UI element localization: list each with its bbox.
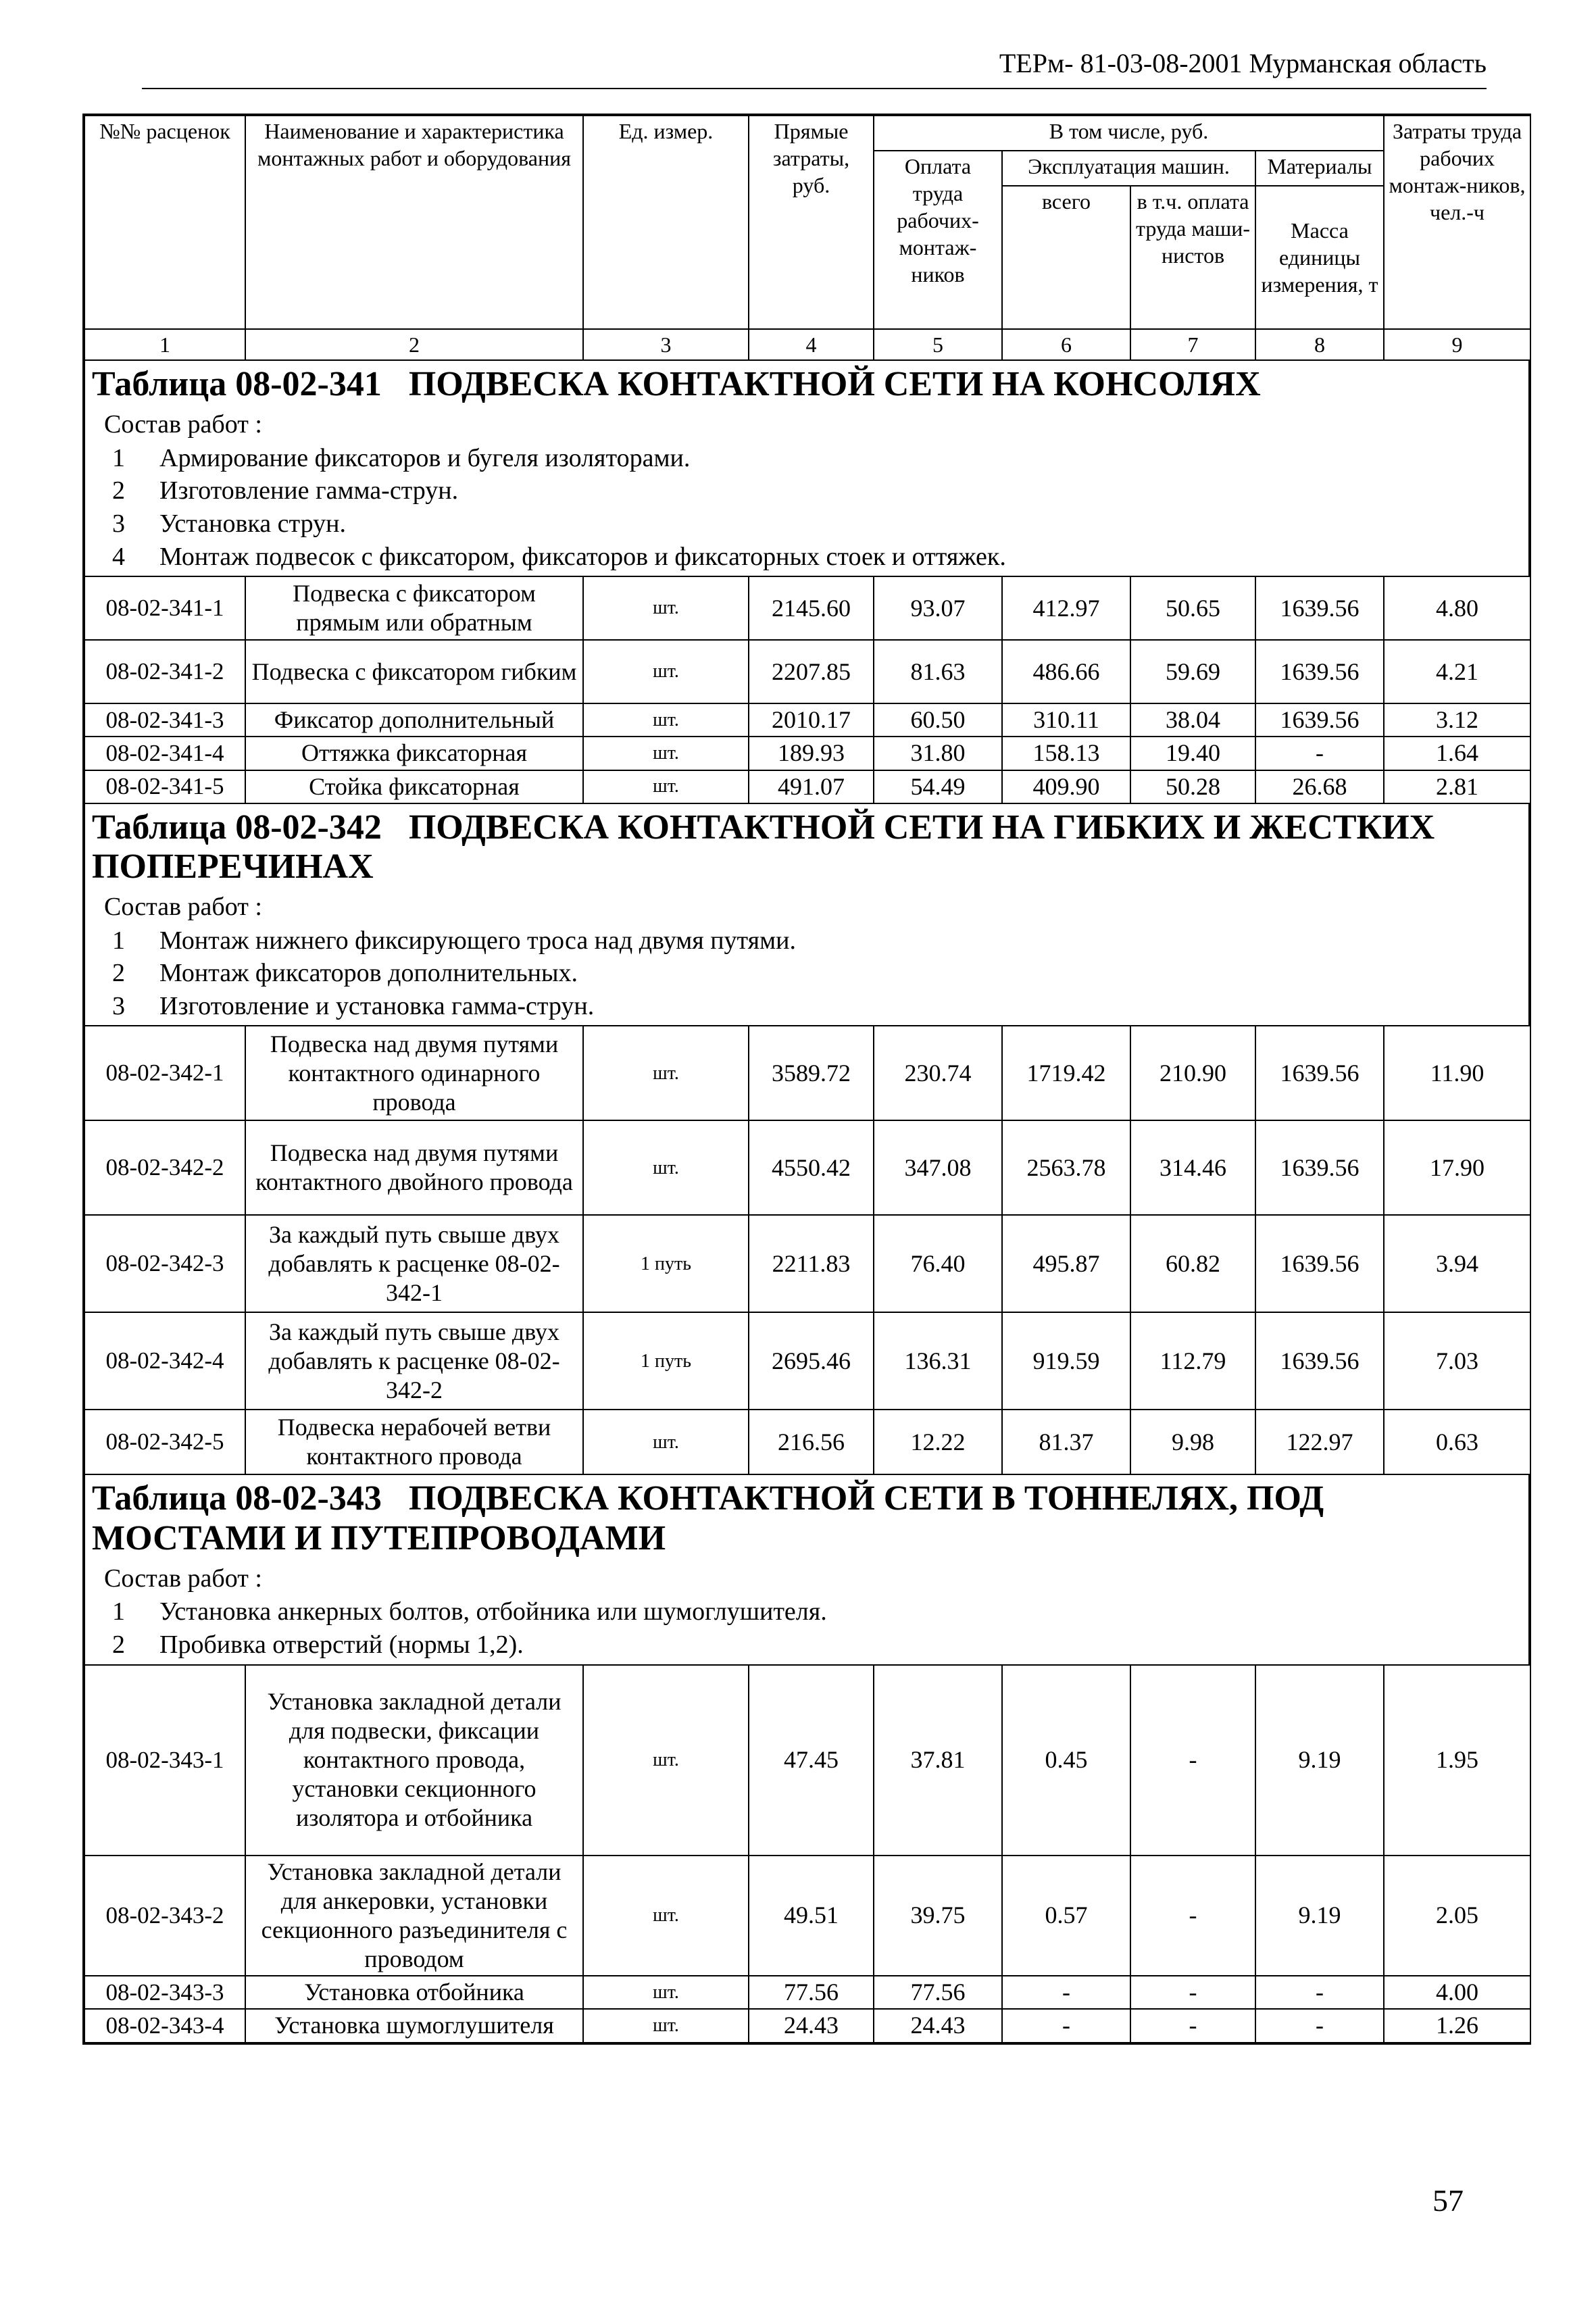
cell-unit: шт. — [583, 1120, 749, 1215]
col-header-code: №№ расценок — [84, 116, 245, 329]
cell-mat: 1639.56 — [1255, 703, 1384, 737]
cell-direct: 4550.42 — [749, 1120, 874, 1215]
cell-mat: 1639.56 — [1255, 1026, 1384, 1120]
col-number: 8 — [1255, 329, 1384, 360]
cell-code: 08-02-342-3 — [84, 1215, 245, 1312]
col-header-mach-total: всего — [1002, 186, 1130, 329]
composition-item-text: Установка анкерных болтов, отбойника или шумоглушителя. — [159, 1597, 827, 1626]
cell-unit: шт. — [583, 703, 749, 737]
table-row — [84, 1312, 1530, 1410]
cell-hours: 1.26 — [1384, 2009, 1530, 2042]
cell-mat: 1639.56 — [1255, 1120, 1384, 1215]
composition-item — [112, 990, 1520, 1023]
cell-hours: 17.90 — [1384, 1120, 1530, 1215]
composition-item — [112, 1595, 1520, 1628]
section-table-number: Таблица 08-02-343 — [92, 1479, 382, 1518]
col-number: 7 — [1130, 329, 1255, 360]
composition-item-number: 3 — [112, 509, 125, 538]
cell-direct: 47.45 — [749, 1665, 874, 1856]
composition-item-number: 1 — [112, 926, 125, 955]
table-row — [84, 1215, 1530, 1312]
cell-hours: 1.95 — [1384, 1665, 1530, 1856]
composition-label: Состав работ : — [104, 893, 262, 922]
cell-labor: 24.43 — [874, 2009, 1002, 2042]
section-title — [92, 365, 1520, 404]
page-number: 57 — [1432, 2183, 1464, 2218]
table-row — [84, 640, 1530, 703]
cell-direct: 3589.72 — [749, 1026, 874, 1120]
cell-name: За каждый путь свыше двух добавлять к расценке 08-02-342-1 — [245, 1215, 583, 1312]
cell-mach-labor: - — [1130, 1856, 1255, 1976]
cell-unit: шт. — [583, 770, 749, 803]
cell-code: 08-02-341-3 — [84, 703, 245, 737]
cell-labor: 136.31 — [874, 1312, 1002, 1410]
cell-mach-labor: 38.04 — [1130, 703, 1255, 737]
cell-unit: шт. — [583, 1026, 749, 1120]
composition-item — [112, 541, 1520, 574]
cell-name: Подвеска над двумя путями контактного одинарного провода — [245, 1026, 583, 1120]
col-number: 4 — [749, 329, 874, 360]
table-section — [84, 1475, 1530, 1664]
cell-direct: 2211.83 — [749, 1215, 874, 1312]
cell-hours: 4.00 — [1384, 1976, 1530, 2009]
cell-direct: 2010.17 — [749, 703, 874, 737]
col-header-direct: Прямые затраты, руб. — [749, 116, 874, 329]
composition-item-number: 2 — [112, 1630, 125, 1659]
cell-mach-labor: - — [1130, 1976, 1255, 2009]
cell-hours: 11.90 — [1384, 1026, 1530, 1120]
cell-hours: 2.81 — [1384, 770, 1530, 803]
price-sheet — [82, 114, 1531, 2045]
col-number: 9 — [1384, 329, 1530, 360]
table-row — [84, 576, 1530, 640]
cell-name: Установка шумоглушителя — [245, 2009, 583, 2042]
composition-item — [112, 1628, 1520, 1662]
col-header-mach-labor: в т.ч. оплата труда маши-нистов — [1130, 186, 1255, 329]
cell-unit: шт. — [583, 1856, 749, 1976]
cell-mach-labor: 9.98 — [1130, 1410, 1255, 1474]
composition-item-number: 2 — [112, 476, 125, 505]
cell-code: 08-02-341-5 — [84, 770, 245, 803]
section-heading: ПОДВЕСКА КОНТАКТНОЙ СЕТИ В ТОННЕЛЯХ, ПОД МОСТАМИ И ПУТЕПРОВОДАМИ — [92, 1479, 1324, 1558]
cell-labor: 39.75 — [874, 1856, 1002, 1976]
cell-direct: 49.51 — [749, 1856, 874, 1976]
composition-item-number: 1 — [112, 1597, 125, 1626]
cell-labor: 31.80 — [874, 737, 1002, 770]
cell-labor: 230.74 — [874, 1026, 1002, 1120]
composition-item — [112, 924, 1520, 957]
cell-mach-labor: 59.69 — [1130, 640, 1255, 703]
cell-name: За каждый путь свыше двух добавлять к расценке 08-02-342-2 — [245, 1312, 583, 1410]
cell-code: 08-02-343-1 — [84, 1665, 245, 1856]
cell-code: 08-02-343-2 — [84, 1856, 245, 1976]
table-row — [84, 1026, 1530, 1120]
section-title — [92, 808, 1520, 887]
cell-hours: 3.12 — [1384, 703, 1530, 737]
cell-mach: 409.90 — [1002, 770, 1130, 803]
cell-direct: 24.43 — [749, 2009, 874, 2042]
cell-unit: шт. — [583, 2009, 749, 2042]
composition-item — [112, 474, 1520, 507]
composition-item-text: Установка струн. — [159, 509, 346, 538]
cell-code: 08-02-343-3 — [84, 1976, 245, 2009]
col-number: 2 — [245, 329, 583, 360]
cell-code: 08-02-341-2 — [84, 640, 245, 703]
composition-item-text: Монтаж фиксаторов дополнительных. — [159, 959, 578, 988]
cell-code: 08-02-341-1 — [84, 576, 245, 640]
cell-labor: 347.08 — [874, 1120, 1002, 1215]
table-row — [84, 1120, 1530, 1215]
cell-hours: 4.80 — [1384, 576, 1530, 640]
cell-mach-labor: 210.90 — [1130, 1026, 1255, 1120]
cell-name: Подвеска с фиксатором гибким — [245, 640, 583, 703]
cell-direct: 189.93 — [749, 737, 874, 770]
column-header-table — [84, 115, 1531, 361]
cell-hours: 1.64 — [1384, 737, 1530, 770]
cell-mach: 495.87 — [1002, 1215, 1130, 1312]
cell-mach-labor: 60.82 — [1130, 1215, 1255, 1312]
cell-direct: 491.07 — [749, 770, 874, 803]
cell-mach-labor: - — [1130, 1665, 1255, 1856]
cell-mach: 412.97 — [1002, 576, 1130, 640]
table-row — [84, 1856, 1530, 1976]
col-header-labor: Оплата труда рабочих-монтаж-ников — [874, 151, 1002, 329]
cell-labor: 77.56 — [874, 1976, 1002, 2009]
cell-name: Установка закладной детали для подвески, фиксации контактного провода, установки секционного изолятора и отбойника — [245, 1665, 583, 1856]
cell-labor: 54.49 — [874, 770, 1002, 803]
column-number-row — [84, 329, 1530, 360]
table-row — [84, 1665, 1530, 1856]
cell-labor: 81.63 — [874, 640, 1002, 703]
cell-mach-labor: 50.65 — [1130, 576, 1255, 640]
cell-mach-labor: 112.79 — [1130, 1312, 1255, 1410]
composition-label: Состав работ : — [104, 410, 262, 439]
cell-unit: шт. — [583, 640, 749, 703]
cell-hours: 2.05 — [1384, 1856, 1530, 1976]
cell-hours: 0.63 — [1384, 1410, 1530, 1474]
price-table — [84, 1664, 1531, 2043]
cell-unit: 1 путь — [583, 1215, 749, 1312]
composition-item-number: 4 — [112, 542, 125, 571]
section-title — [92, 1479, 1520, 1558]
table-row — [84, 737, 1530, 770]
cell-name: Фиксатор дополнительный — [245, 703, 583, 737]
cell-unit: шт. — [583, 737, 749, 770]
cell-code: 08-02-342-5 — [84, 1410, 245, 1474]
price-table — [84, 576, 1531, 804]
cell-mach: 2563.78 — [1002, 1120, 1130, 1215]
col-header-group: В том числе, руб. — [874, 116, 1384, 151]
cell-code: 08-02-341-4 — [84, 737, 245, 770]
sections-container — [84, 361, 1530, 2043]
table-row — [84, 1410, 1530, 1474]
composition-item-text: Монтаж нижнего фиксирующего троса над двумя путями. — [159, 926, 797, 955]
cell-mach-labor: 314.46 — [1130, 1120, 1255, 1215]
cell-labor: 76.40 — [874, 1215, 1002, 1312]
cell-hours: 4.21 — [1384, 640, 1530, 703]
cell-unit: шт. — [583, 1976, 749, 2009]
table-section — [84, 361, 1530, 576]
cell-labor: 60.50 — [874, 703, 1002, 737]
cell-mach: 919.59 — [1002, 1312, 1130, 1410]
cell-mat: 1639.56 — [1255, 1312, 1384, 1410]
section-table-number: Таблица 08-02-341 — [92, 365, 382, 403]
composition-item-text: Пробивка отверстий (нормы 1,2). — [159, 1630, 524, 1659]
cell-direct: 2207.85 — [749, 640, 874, 703]
document-header: ТЕРм- 81-03-08-2001 Мурманская область — [999, 48, 1487, 78]
cell-unit: шт. — [583, 576, 749, 640]
col-header-hours: Затраты труда рабочих монтаж-ников, чел.-ч — [1384, 116, 1530, 329]
section-heading: ПОДВЕСКА КОНТАКТНОЙ СЕТИ НА ГИБКИХ И ЖЕСТКИХ ПОПЕРЕЧИНАХ — [92, 807, 1435, 886]
cell-mach-labor: - — [1130, 2009, 1255, 2042]
cell-mat: 1639.56 — [1255, 1215, 1384, 1312]
cell-unit: 1 путь — [583, 1312, 749, 1410]
section-table-number: Таблица 08-02-342 — [92, 807, 382, 847]
composition-label: Состав работ : — [104, 1564, 262, 1593]
col-header-unit: Ед. измер. — [583, 116, 749, 329]
col-number: 6 — [1002, 329, 1130, 360]
col-number: 1 — [84, 329, 245, 360]
table-row — [84, 703, 1530, 737]
cell-mat: 9.19 — [1255, 1856, 1384, 1976]
composition-item — [112, 957, 1520, 990]
cell-mat: 1639.56 — [1255, 640, 1384, 703]
col-header-machines: Эксплуатация машин. — [1002, 151, 1255, 186]
cell-mach: 1719.42 — [1002, 1026, 1130, 1120]
table-row — [84, 1976, 1530, 2009]
cell-mach: 486.66 — [1002, 640, 1130, 703]
composition-item-number: 1 — [112, 443, 125, 472]
cell-mat: - — [1255, 2009, 1384, 2042]
cell-mach: 81.37 — [1002, 1410, 1130, 1474]
cell-mach-labor: 19.40 — [1130, 737, 1255, 770]
cell-mach: 0.45 — [1002, 1665, 1130, 1856]
cell-name: Подвеска с фиксатором прямым или обратным — [245, 576, 583, 640]
cell-code: 08-02-342-1 — [84, 1026, 245, 1120]
cell-mat: 1639.56 — [1255, 576, 1384, 640]
header-rule — [142, 88, 1487, 89]
cell-name: Стойка фиксаторная — [245, 770, 583, 803]
col-header-name: Наименование и характеристика монтажных работ и оборудования — [245, 116, 583, 329]
table-row — [84, 770, 1530, 803]
cell-mach: 158.13 — [1002, 737, 1130, 770]
cell-mat: 122.97 — [1255, 1410, 1384, 1474]
composition-item-text: Изготовление гамма-струн. — [159, 476, 459, 505]
cell-name: Подвеска нерабочей ветви контактного провода — [245, 1410, 583, 1474]
cell-mach: - — [1002, 2009, 1130, 2042]
cell-name: Установка закладной детали для анкеровки, установки секционного разъединителя с проводом — [245, 1856, 583, 1976]
table-section — [84, 804, 1530, 1026]
composition-item — [112, 507, 1520, 541]
cell-name: Подвеска над двумя путями контактного двойного провода — [245, 1120, 583, 1215]
col-header-mass: Масса единицы измерения, т — [1255, 186, 1384, 329]
cell-mat: 26.68 — [1255, 770, 1384, 803]
cell-code: 08-02-342-4 — [84, 1312, 245, 1410]
cell-labor: 12.22 — [874, 1410, 1002, 1474]
composition-item — [112, 442, 1520, 475]
cell-mach: - — [1002, 1976, 1130, 2009]
cell-hours: 7.03 — [1384, 1312, 1530, 1410]
price-table — [84, 1025, 1531, 1475]
cell-mat: - — [1255, 1976, 1384, 2009]
cell-labor: 93.07 — [874, 576, 1002, 640]
table-row — [84, 2009, 1530, 2042]
cell-direct: 77.56 — [749, 1976, 874, 2009]
composition-item-text: Монтаж подвесок с фиксатором, фиксаторов и фиксаторных стоек и оттяжек. — [159, 542, 1006, 571]
cell-name: Оттяжка фиксаторная — [245, 737, 583, 770]
cell-unit: шт. — [583, 1665, 749, 1856]
cell-direct: 216.56 — [749, 1410, 874, 1474]
cell-unit: шт. — [583, 1410, 749, 1474]
cell-mach: 0.57 — [1002, 1856, 1130, 1976]
col-number: 3 — [583, 329, 749, 360]
section-heading: ПОДВЕСКА КОНТАКТНОЙ СЕТИ НА КОНСОЛЯХ — [408, 365, 1261, 403]
cell-name: Установка отбойника — [245, 1976, 583, 2009]
cell-code: 08-02-343-4 — [84, 2009, 245, 2042]
cell-mach-labor: 50.28 — [1130, 770, 1255, 803]
composition-item-text: Изготовление и установка гамма-струн. — [159, 991, 595, 1020]
cell-labor: 37.81 — [874, 1665, 1002, 1856]
cell-mat: - — [1255, 737, 1384, 770]
cell-mat: 9.19 — [1255, 1665, 1384, 1856]
cell-hours: 3.94 — [1384, 1215, 1530, 1312]
composition-item-text: Армирование фиксаторов и бугеля изоляторами. — [159, 443, 691, 472]
cell-direct: 2695.46 — [749, 1312, 874, 1410]
composition-item-number: 2 — [112, 959, 125, 988]
cell-direct: 2145.60 — [749, 576, 874, 640]
composition-item-number: 3 — [112, 991, 125, 1020]
cell-code: 08-02-342-2 — [84, 1120, 245, 1215]
col-header-materials: Материалы — [1255, 151, 1384, 186]
col-number: 5 — [874, 329, 1002, 360]
cell-mach: 310.11 — [1002, 703, 1130, 737]
